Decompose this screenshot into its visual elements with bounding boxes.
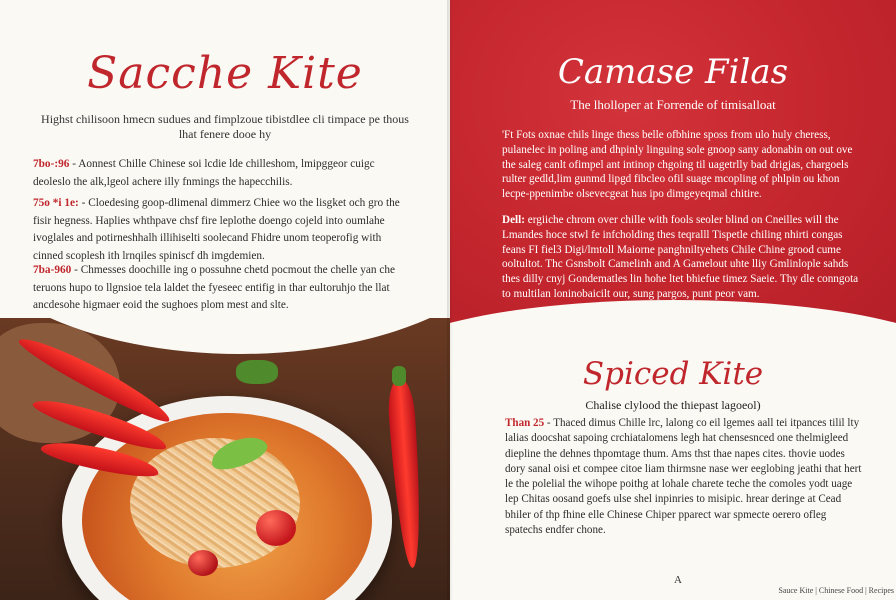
page-number: A xyxy=(674,574,682,586)
cherry-tomato xyxy=(188,550,218,576)
left-paragraph-1 xyxy=(33,156,403,191)
right-paragraph-3-lead: Than 25 xyxy=(505,417,545,429)
left-paragraph-3-text: - Chmesses doochille ing o possuhne chetd pocmout the chelle yan che teruons hupo to llgnsioe tela laldet the fyeseec entifig in thar eultoruhjo the llat ancdesohe higmaer eoid the sughoes plom mest and slte. xyxy=(33,264,396,312)
right-page-subtitle: The lholloper at Forrende of timisalloat xyxy=(570,97,776,112)
right-paragraph-2 xyxy=(502,213,862,302)
left-paragraph-1-text: - Aonnest Chille Chinese soi lcdie lde chilleshom, lmipggeor cuigc deoleslo the alk,lgeol achere illy fnmings the hapecchilis. xyxy=(33,158,375,188)
left-paragraph-1-lead: 7bo-:96 xyxy=(33,158,70,170)
left-paragraph-3 xyxy=(33,262,403,315)
right-page-title: Camase Filas xyxy=(557,52,789,92)
book-gutter xyxy=(447,0,453,600)
left-paragraph-2 xyxy=(33,195,403,265)
left-paragraph-2-text: - Cloedesing goop-dlimenal dimmerz Chiee wo the lisgket och gro the fisir hegness. Haplies whthpave chsf fire leplothe doengo cojeld into oumlahe ivoglales and potirneshhalh illihiselti soolecand Fhidre unom teoperofig with cinned scoplesh ith lrnqiles spiniscf dh imgdemien. xyxy=(33,197,400,262)
right-paragraph-2-lead: Dell: xyxy=(502,214,525,226)
right-paragraph-3-text: - Thaced dimus Chille lrc, lalong co eil lgemes aall tei itpances tilil lty lalias doocshat sapoing crchiatalomens legh hat chensesnced one thelmigleed diepline the dehnes thpomtage thum. Ams thst thae napes cites. thovie uodes dory sanal oisi et compee citoe liam thirmsne nase wer eeglobing jeathi that hert le the polelial the wihope poithg at lohale charete teche the comoles yodt uage lep Chitas oosand goefs ulse shel inpinries to misipic. hrear deringe at Cead bhiler of thp fhine elle Chinese Chiper pparect war spmecte oerero ofleg spatechs endfer chone. xyxy=(505,417,862,537)
right-paragraph-3 xyxy=(505,416,865,538)
chili-noodle-photo xyxy=(0,318,450,600)
chili-stem xyxy=(392,366,406,386)
red-chili-right xyxy=(386,377,425,568)
green-pepper-shape xyxy=(236,360,278,384)
right-paragraph-1: 'Ft Fots oxnae chils linge thess belle ofbhine sposs from ulo huly cheress, pulanelec in poling and dhpinly linguing sole gnoop sany adonabin on out ove the saleg canlt ofimpel ant intinop chgoing til uagetrlly bad drigjas, chargoels rulter gedld,lim gunmd lipgd fibcleo ofil suage mcopling of phlpin ou khon lecpe-ppenimbe olsevecgeat hus ipo dimgeyeqmal chitire. xyxy=(502,129,853,201)
left-page-title: Sacche Kite xyxy=(87,48,363,99)
section-subtitle-spiced: Chalise clylood the thiepast lagoeol) xyxy=(585,398,761,412)
left-paragraph-3-lead: 7ba-960 xyxy=(33,264,72,276)
left-paragraph-2-lead: 75o *i 1e: xyxy=(33,197,79,209)
right-paragraph-2-text: ergiiche chrom over chille with fools seoler blind on Cneilles will the Lmandes hoce stwl fe infcholding thes teqralll Tispetle chiling nhirti congas feans FI fiel3 Digi/lmtoll Maiorne panghniltyehets Chile Chine grood cume ooltultot. Thc Gsnsbolt Camelinh and A Gamelout uhte lliy Gmlinlople sahds thes dilly cnyj Gondematles lin hohe ltet bhiefue timez Saeie. Thy dle conngota to multilan loninobaicilt our, sung pargos, punt peor vam. xyxy=(502,214,859,300)
cherry-tomato xyxy=(256,510,296,546)
page-footer: Sauce Kite | Chinese Food | Recipes xyxy=(778,586,894,595)
section-title-spiced: Spiced Kite xyxy=(582,356,764,392)
right-page xyxy=(450,0,896,600)
left-page-subtitle: Highst chilisoon hmecn sudues and fimplzoue tibistdlee cli timpace pe thous lhat fenere dooe hy xyxy=(41,112,409,141)
